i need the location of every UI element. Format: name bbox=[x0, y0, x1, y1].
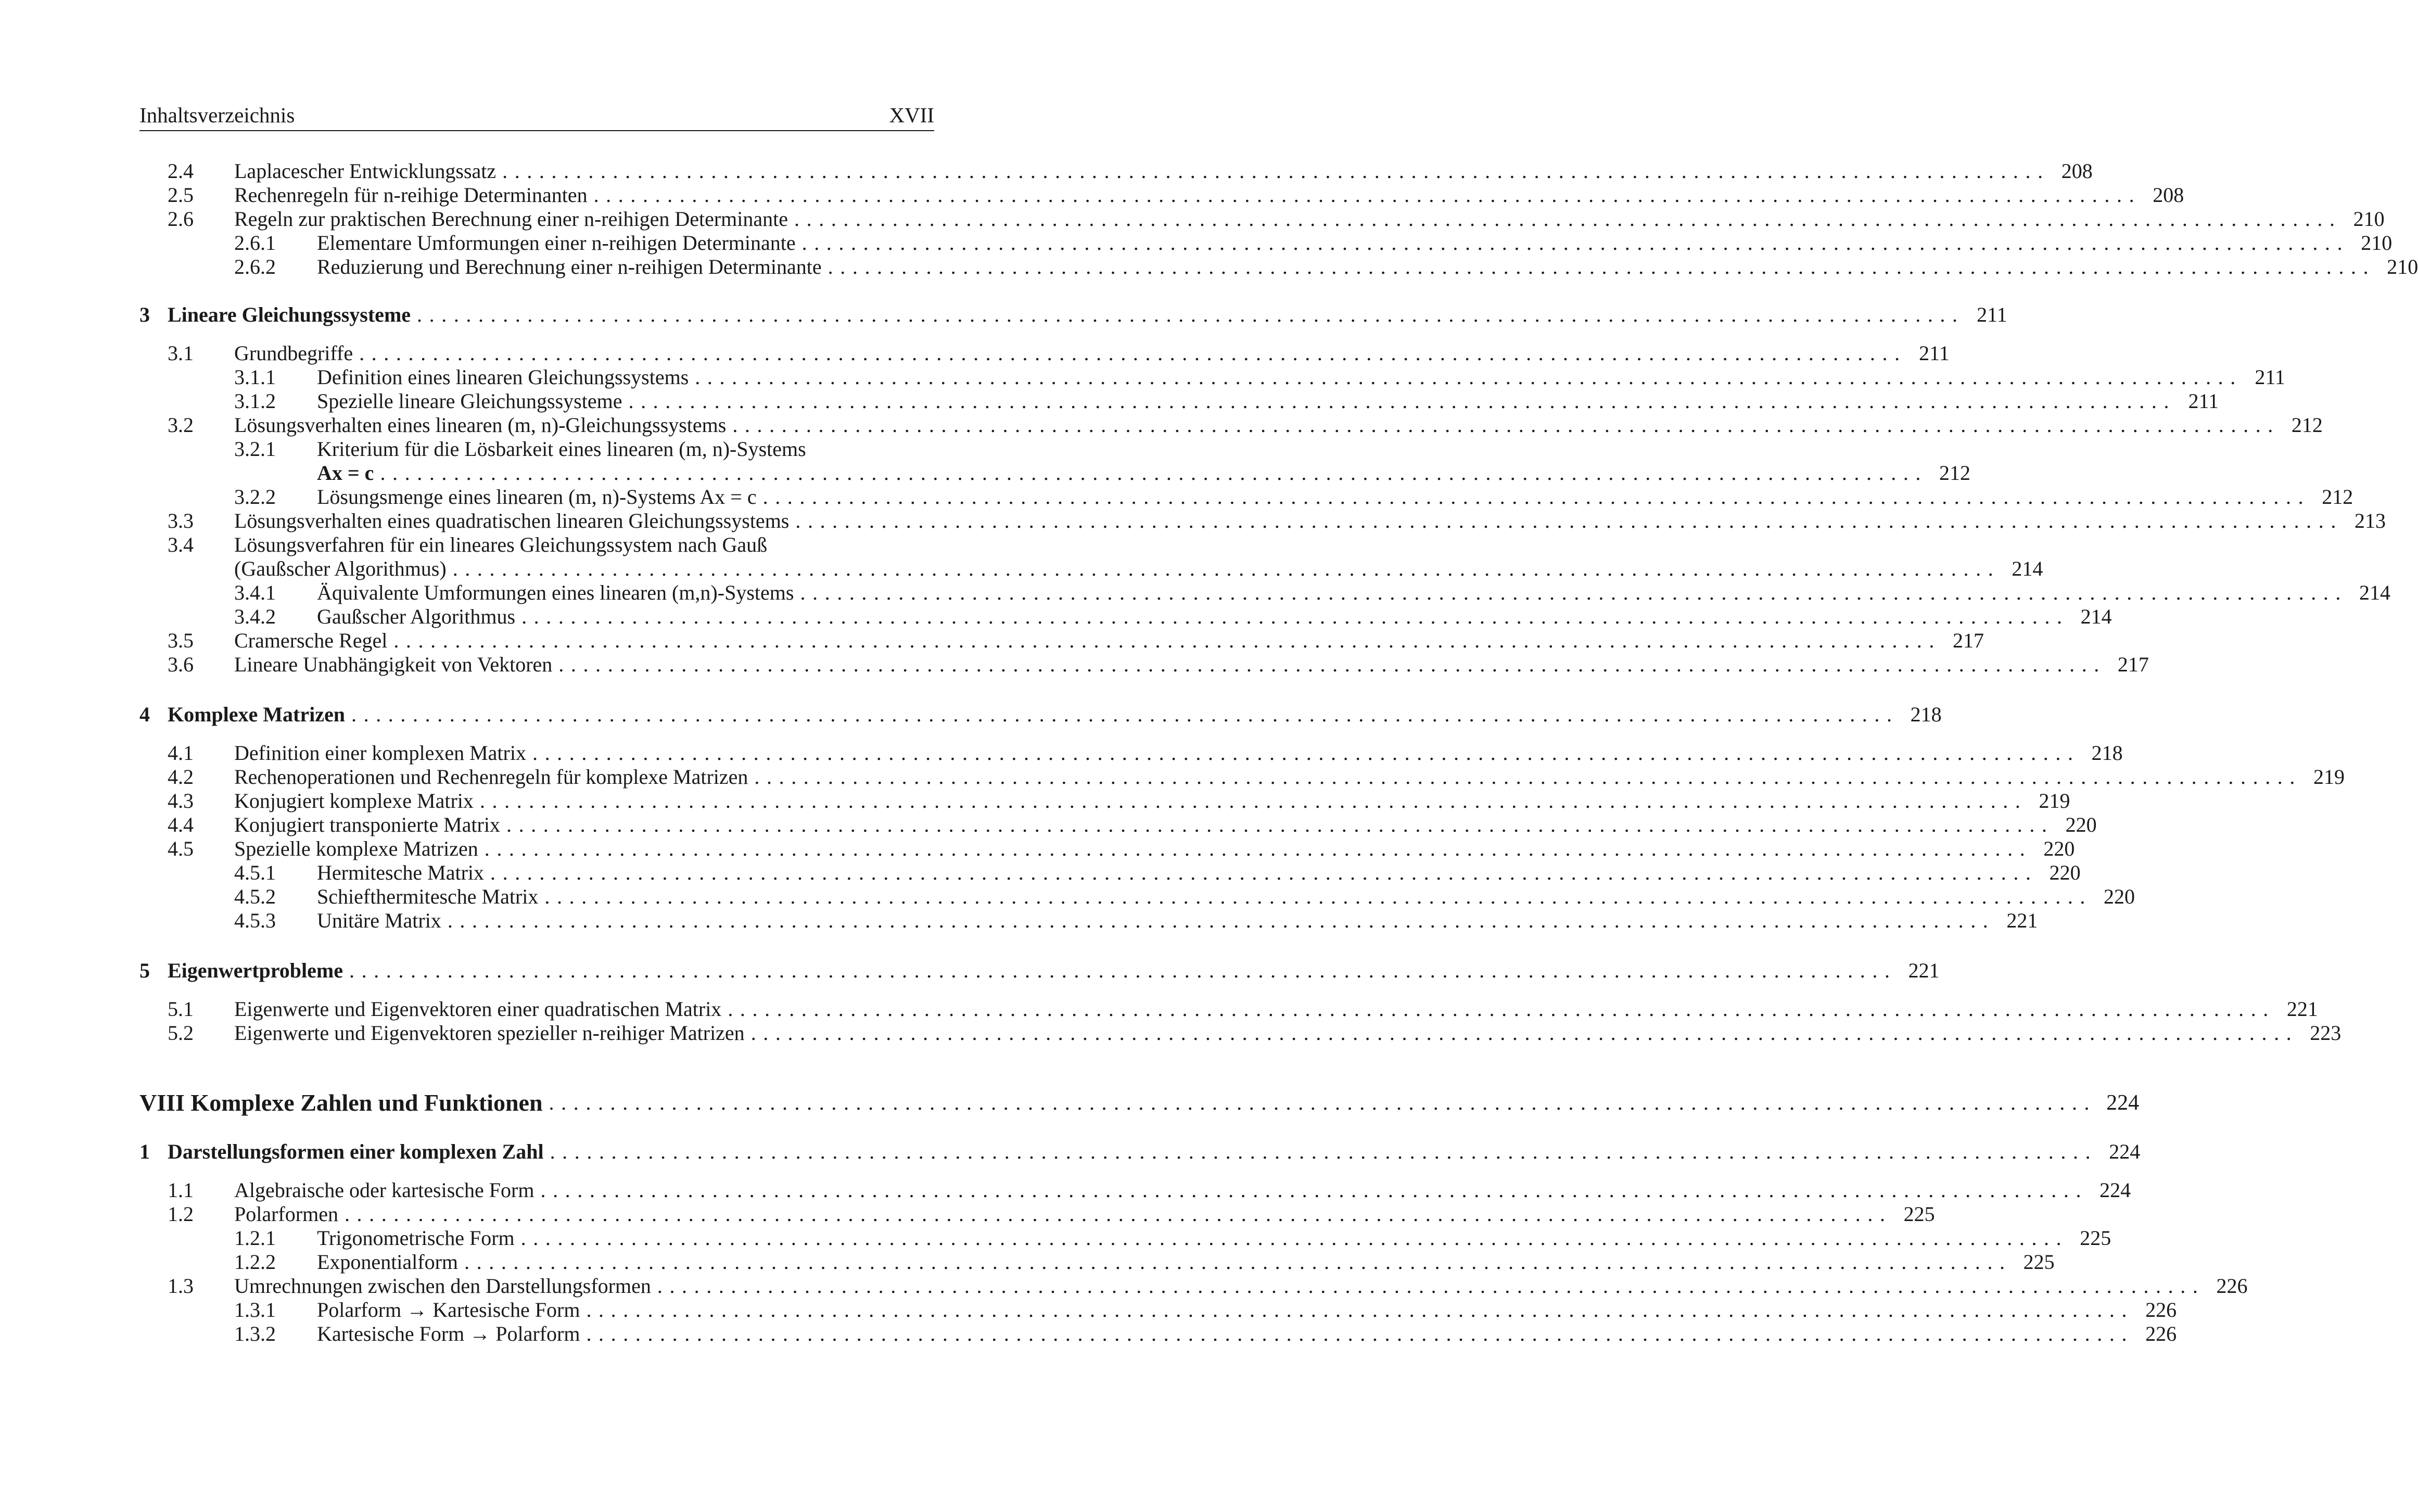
section-number: 3.2.1 bbox=[234, 437, 276, 461]
toc-entry[interactable] bbox=[139, 207, 2385, 231]
section-number: 2.6.1 bbox=[234, 231, 276, 255]
section-page: 220 bbox=[2049, 861, 2081, 884]
section-title: Gaußscher Algorithmus bbox=[317, 605, 516, 628]
dot-leader: .............................................................................................................................. bbox=[795, 509, 2343, 532]
dot-leader: .............................................................................................................................. bbox=[359, 341, 1907, 365]
section-page: 214 bbox=[2359, 581, 2391, 604]
toc-entry[interactable] bbox=[139, 365, 2285, 389]
dot-leader: .............................................................................................................................. bbox=[828, 255, 2376, 278]
toc-entry[interactable] bbox=[139, 605, 2112, 629]
toc-entry[interactable] bbox=[139, 1274, 2248, 1298]
dot-leader: .............................................................................................................................. bbox=[550, 1140, 2098, 1163]
section-number: 3.1.2 bbox=[234, 389, 276, 413]
section-page: 226 bbox=[2145, 1298, 2177, 1322]
section-number: 4.5.3 bbox=[234, 909, 276, 932]
section-number: 4.5.1 bbox=[234, 861, 276, 884]
section-page: 226 bbox=[2216, 1274, 2248, 1298]
section-title: Lösungsverhalten eines quadratischen linearen Gleichungssystems bbox=[234, 509, 790, 532]
section-page: 210 bbox=[2361, 231, 2392, 255]
section-number: 3.3 bbox=[168, 509, 194, 532]
section-title: (Gaußscher Algorithmus) bbox=[234, 557, 447, 580]
section-page: 212 bbox=[2291, 413, 2323, 437]
section-title: Algebraische oder kartesische Form bbox=[234, 1178, 534, 1202]
toc-entry[interactable] bbox=[139, 255, 2418, 279]
toc-entry[interactable] bbox=[139, 813, 2097, 837]
section-page: 225 bbox=[2023, 1250, 2055, 1274]
section-page: 220 bbox=[2104, 885, 2135, 908]
section-title: Elementare Umformungen einer n-reihigen Determinante bbox=[317, 231, 796, 255]
dot-leader: .............................................................................................................................. bbox=[794, 207, 2342, 231]
toc-entry[interactable] bbox=[139, 1178, 2131, 1202]
toc-part[interactable] bbox=[139, 1089, 2140, 1117]
toc-entry[interactable] bbox=[139, 341, 1950, 365]
dot-leader: .............................................................................................................................. bbox=[521, 605, 2069, 628]
toc-entry[interactable] bbox=[139, 389, 2219, 413]
section-title: Polarform → Kartesische Form bbox=[317, 1298, 580, 1322]
section-page bbox=[892, 437, 934, 461]
dot-leader: .............................................................................................................................. bbox=[593, 183, 2142, 207]
section-page: 213 bbox=[2354, 509, 2386, 532]
section-title: Polarformen bbox=[234, 1202, 338, 1226]
section-page: 210 bbox=[2387, 255, 2418, 278]
section-number: 3.2.2 bbox=[234, 485, 276, 509]
section-title: Äquivalente Umformungen eines linearen (m,n)-Systems bbox=[317, 581, 794, 604]
dot-leader: .............................................................................................................................. bbox=[801, 231, 2350, 255]
toc-entry[interactable] bbox=[139, 1226, 2111, 1250]
toc-chapter[interactable] bbox=[139, 303, 2007, 327]
dot-leader: .............................................................................................................................. bbox=[800, 581, 2348, 604]
dot-leader: .............................................................................................................................. bbox=[532, 741, 2080, 765]
toc-entry[interactable] bbox=[139, 437, 934, 461]
section-title: Ax = c bbox=[317, 461, 374, 485]
section-page: 225 bbox=[1903, 1202, 1935, 1226]
dot-leader: .............................................................................................................................. bbox=[695, 365, 2243, 389]
chapter-page: 211 bbox=[1977, 303, 2007, 326]
section-page: 224 bbox=[2099, 1178, 2131, 1202]
toc-entry[interactable] bbox=[139, 1322, 2177, 1346]
dot-leader: .............................................................................................................................. bbox=[447, 909, 1995, 932]
dot-leader: .............................................................................................................................. bbox=[464, 1250, 2012, 1274]
section-page: 214 bbox=[2080, 605, 2112, 628]
toc-entry[interactable] bbox=[139, 653, 2149, 677]
toc-entry[interactable] bbox=[139, 231, 2392, 255]
section-title: Kriterium für die Lösbarkeit eines linearen (m, n)-Systems bbox=[317, 437, 806, 461]
section-number: 2.4 bbox=[168, 159, 194, 183]
dot-leader: .............................................................................................................................. bbox=[732, 413, 2280, 437]
chapter-number: 1 bbox=[139, 1140, 150, 1163]
toc-entry[interactable] bbox=[139, 837, 2075, 861]
section-title: Kartesische Form → Polarform bbox=[317, 1322, 580, 1345]
section-page: 219 bbox=[2039, 789, 2070, 812]
section-page: 219 bbox=[2313, 765, 2345, 789]
page-number-roman: XVII bbox=[889, 103, 934, 127]
section-title: Eigenwerte und Eigenvektoren einer quadratischen Matrix bbox=[234, 997, 722, 1021]
chapter-page: 221 bbox=[1908, 959, 1940, 982]
chapter-page: 218 bbox=[1910, 703, 1942, 726]
section-title: Regeln zur praktischen Berechnung einer n-reihigen Determinante bbox=[234, 207, 788, 231]
section-number: 4.2 bbox=[168, 765, 194, 789]
dot-leader: .............................................................................................................................. bbox=[380, 461, 1928, 485]
section-page: 212 bbox=[2322, 485, 2353, 509]
section-number: 4.4 bbox=[168, 813, 194, 836]
chapter-title: Darstellungsformen einer komplexen Zahl bbox=[168, 1140, 544, 1163]
section-number: 1.2 bbox=[168, 1202, 194, 1226]
toc-entry[interactable] bbox=[139, 1021, 2341, 1045]
section-title: Unitäre Matrix bbox=[317, 909, 441, 932]
section-page: 211 bbox=[1919, 341, 1950, 365]
toc-entry[interactable] bbox=[139, 1250, 2055, 1274]
section-number: 3.1 bbox=[168, 341, 194, 365]
dot-leader: .............................................................................................................................. bbox=[544, 885, 2093, 908]
section-title: Laplacescher Entwicklungssatz bbox=[234, 159, 497, 183]
section-number: 2.6 bbox=[168, 207, 194, 231]
toc-entry[interactable] bbox=[139, 861, 2081, 885]
dot-leader: .............................................................................................................................. bbox=[351, 703, 1899, 726]
section-title: Spezielle lineare Gleichungssysteme bbox=[317, 389, 622, 413]
section-number: 5.1 bbox=[168, 997, 194, 1021]
section-title: Schiefthermitesche Matrix bbox=[317, 885, 539, 908]
section-page: 220 bbox=[2065, 813, 2097, 836]
section-title: Konjugiert komplexe Matrix bbox=[234, 789, 474, 812]
section-page: 218 bbox=[2091, 741, 2123, 765]
section-title: Lineare Unabhängigkeit von Vektoren bbox=[234, 653, 553, 676]
chapter-page: 224 bbox=[2109, 1140, 2141, 1163]
toc-entry-continuation[interactable] bbox=[139, 557, 2043, 581]
chapter-number: 3 bbox=[139, 303, 150, 326]
section-number: 1.2.2 bbox=[234, 1250, 276, 1274]
section-page: 210 bbox=[2353, 207, 2385, 231]
section-number: 3.4.1 bbox=[234, 581, 276, 604]
section-page: 217 bbox=[2117, 653, 2149, 676]
dot-leader: .............................................................................................................................. bbox=[452, 557, 2001, 580]
section-number: 1.3.2 bbox=[234, 1322, 276, 1345]
section-title: Umrechnungen zwischen den Darstellungsformen bbox=[234, 1274, 651, 1298]
section-title: Lösungsverfahren für ein lineares Gleichungssystem nach Gauß bbox=[234, 533, 768, 556]
toc-entry[interactable] bbox=[139, 159, 2093, 183]
toc-entry[interactable] bbox=[139, 183, 2184, 207]
chapter-title: Komplexe Matrizen bbox=[168, 703, 345, 726]
section-page: 211 bbox=[2255, 365, 2285, 389]
section-title: Cramersche Regel bbox=[234, 629, 388, 652]
toc-entry[interactable] bbox=[139, 885, 2135, 909]
dot-leader: .............................................................................................................................. bbox=[490, 861, 2038, 884]
toc-chapter[interactable] bbox=[139, 703, 1942, 727]
section-number: 1.2.1 bbox=[234, 1226, 276, 1250]
section-title: Spezielle komplexe Matrizen bbox=[234, 837, 478, 860]
dot-leader: .............................................................................................................................. bbox=[586, 1322, 2134, 1345]
running-head-title: Inhaltsverzeichnis bbox=[139, 103, 295, 127]
dot-leader: .............................................................................................................................. bbox=[750, 1021, 2299, 1045]
dot-leader: .............................................................................................................................. bbox=[502, 159, 2050, 183]
dot-leader: .............................................................................................................................. bbox=[417, 303, 1965, 326]
section-page: 211 bbox=[2188, 389, 2219, 413]
toc-entry-continuation[interactable] bbox=[139, 461, 1971, 485]
dot-leader: .............................................................................................................................. bbox=[754, 765, 2302, 789]
section-title: Eigenwerte und Eigenvektoren spezieller n-reihiger Matrizen bbox=[234, 1021, 745, 1045]
section-title: Grundbegriffe bbox=[234, 341, 353, 365]
dot-leader: .............................................................................................................................. bbox=[349, 959, 1897, 982]
section-number: 3.4.2 bbox=[234, 605, 276, 628]
section-number: 4.3 bbox=[168, 789, 194, 812]
section-number: 5.2 bbox=[168, 1021, 194, 1045]
toc-entry[interactable] bbox=[139, 533, 934, 557]
section-number: 4.1 bbox=[168, 741, 194, 765]
dot-leader: .............................................................................................................................. bbox=[657, 1274, 2205, 1298]
section-page: 225 bbox=[2080, 1226, 2111, 1250]
section-number: 4.5 bbox=[168, 837, 194, 860]
toc-entry[interactable] bbox=[139, 413, 2323, 437]
section-number: 3.1.1 bbox=[234, 365, 276, 389]
dot-leader: .............................................................................................................................. bbox=[344, 1202, 1892, 1226]
section-title: Rechenoperationen und Rechenregeln für komplexe Matrizen bbox=[234, 765, 748, 789]
dot-leader: .............................................................................................................................. bbox=[479, 789, 2028, 812]
section-title: Trigonometrische Form bbox=[317, 1226, 515, 1250]
section-title: Exponentialform bbox=[317, 1250, 459, 1274]
toc-entry[interactable] bbox=[139, 581, 2391, 605]
section-number: 3.5 bbox=[168, 629, 194, 652]
section-page: 226 bbox=[2145, 1322, 2177, 1345]
toc-chapter[interactable] bbox=[139, 1140, 2141, 1164]
section-page: 208 bbox=[2153, 183, 2184, 207]
section-number: 1.3.1 bbox=[234, 1298, 276, 1322]
section-number: 1.1 bbox=[168, 1178, 194, 1202]
running-head bbox=[139, 102, 934, 131]
toc-entry[interactable] bbox=[139, 789, 2070, 813]
dot-leader: .............................................................................................................................. bbox=[506, 813, 2054, 836]
toc-entry[interactable] bbox=[139, 909, 2038, 933]
section-page: 221 bbox=[2286, 997, 2318, 1021]
chapter-title: Lineare Gleichungssysteme bbox=[168, 303, 411, 326]
section-page: 223 bbox=[2310, 1021, 2341, 1045]
section-page: 221 bbox=[2006, 909, 2038, 932]
section-title: Definition einer komplexen Matrix bbox=[234, 741, 526, 765]
section-title: Definition eines linearen Gleichungssystems bbox=[317, 365, 689, 389]
part-page: 224 bbox=[2106, 1091, 2140, 1115]
section-page: 220 bbox=[2043, 837, 2075, 860]
dot-leader: .............................................................................................................................. bbox=[586, 1298, 2134, 1322]
dot-leader: .............................................................................................................................. bbox=[520, 1226, 2069, 1250]
section-page: 217 bbox=[1952, 629, 1984, 652]
section-title: Konjugiert transponierte Matrix bbox=[234, 813, 500, 836]
section-number: 3.4 bbox=[168, 533, 194, 556]
dot-leader: .............................................................................................................................. bbox=[393, 629, 1941, 652]
section-number: 3.6 bbox=[168, 653, 194, 676]
section-page: 214 bbox=[2012, 557, 2043, 580]
section-number: 2.6.2 bbox=[234, 255, 276, 278]
section-title: Hermitesche Matrix bbox=[317, 861, 484, 884]
toc-chapter[interactable] bbox=[139, 959, 1940, 983]
part-title: VIII Komplexe Zahlen und Funktionen bbox=[139, 1089, 543, 1116]
dot-leader: .............................................................................................................................. bbox=[540, 1178, 2089, 1202]
dot-leader: .............................................................................................................................. bbox=[728, 997, 2275, 1021]
dot-leader: .............................................................................................................................. bbox=[628, 389, 2177, 413]
section-title: Rechenregeln für n-reihige Determinanten bbox=[234, 183, 588, 207]
toc-entry[interactable] bbox=[139, 765, 2345, 789]
section-title: Reduzierung und Berechnung einer n-reihigen Determinante bbox=[317, 255, 822, 278]
chapter-number: 5 bbox=[139, 959, 150, 982]
section-number: 2.5 bbox=[168, 183, 194, 207]
section-title: Lösungsmenge eines linearen (m, n)-Systems Ax = c bbox=[317, 485, 757, 509]
section-title: Lösungsverhalten eines linearen (m, n)-Gleichungssystems bbox=[234, 413, 727, 437]
toc-entry[interactable] bbox=[139, 997, 2318, 1021]
section-number: 3.2 bbox=[168, 413, 194, 437]
dot-leader: .............................................................................................................................. bbox=[549, 1091, 2097, 1114]
toc-entry[interactable] bbox=[139, 629, 1984, 653]
toc-entry[interactable] bbox=[139, 509, 2386, 533]
dot-leader: .............................................................................................................................. bbox=[484, 837, 2032, 860]
dot-leader: .............................................................................................................................. bbox=[558, 653, 2106, 676]
section-number: 4.5.2 bbox=[234, 885, 276, 908]
toc-entry[interactable] bbox=[139, 741, 2123, 765]
section-page bbox=[892, 533, 934, 557]
section-page: 208 bbox=[2061, 159, 2093, 183]
toc-entry[interactable] bbox=[139, 485, 2353, 509]
chapter-title: Eigenwertprobleme bbox=[168, 959, 343, 982]
dot-leader: .............................................................................................................................. bbox=[762, 485, 2311, 509]
section-page: 212 bbox=[1939, 461, 1971, 485]
chapter-number: 4 bbox=[139, 703, 150, 726]
toc-entry[interactable] bbox=[139, 1298, 2177, 1322]
section-number: 1.3 bbox=[168, 1274, 194, 1298]
toc-entry[interactable] bbox=[139, 1202, 1935, 1226]
